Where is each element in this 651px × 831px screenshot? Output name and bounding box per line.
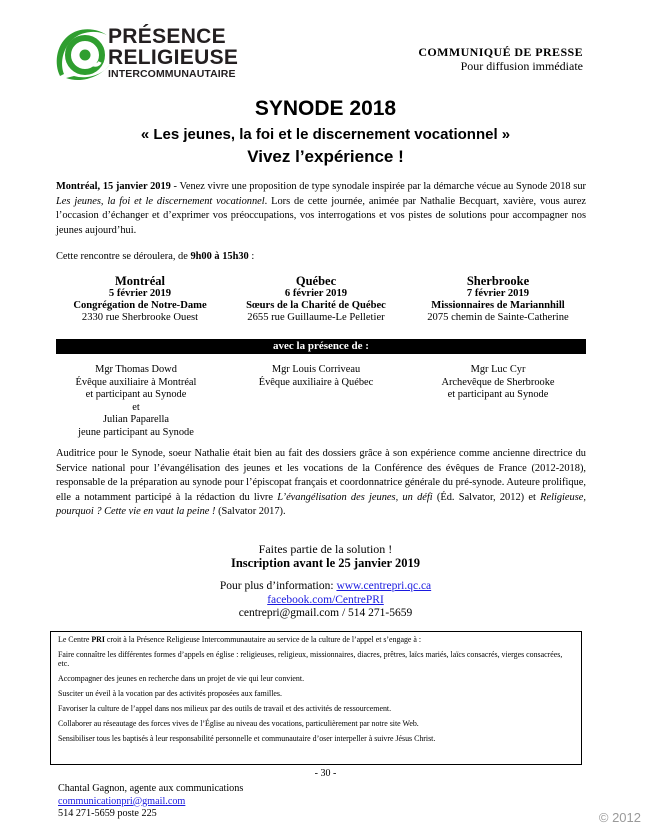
contact-name: Chantal Gagnon, agente aux communications <box>58 783 244 794</box>
city-name: Sherbrooke <box>466 274 530 288</box>
press-title: COMMUNIQUÉ DE PRESSE <box>418 45 583 59</box>
presence-band: avec la présence de : <box>56 339 586 354</box>
box-intro-bold: PRI <box>91 635 105 644</box>
info-label: Pour plus d’information: <box>219 580 337 592</box>
intro-text-a: - Venez vivre une proposition de type synodale inspirée par la démarche vécue au Synode 2018 sur <box>170 181 586 192</box>
email-phone: centrepri@gmail.com / 514 271-5659 <box>238 607 413 619</box>
at-sign-logo-icon <box>52 24 114 82</box>
city-name: Montréal <box>115 274 165 288</box>
cta-line-2: Inscription avant le 25 janvier 2019 <box>230 556 420 570</box>
logo-wordmark <box>108 26 238 80</box>
intro-paragraph <box>56 180 586 238</box>
box-item: Favoriser la culture de l’appel dans nos milieux par des outils de travail et des activités de ressourcement. <box>58 704 392 714</box>
logo <box>52 24 239 84</box>
city-montreal <box>60 274 220 325</box>
logo-line-1: PRÉSENCE <box>108 25 226 48</box>
city-address: 2075 chemin de Sainte-Catherine <box>427 312 569 324</box>
dateline: Montréal, 15 janvier 2019 <box>56 181 171 192</box>
city-date: 7 février 2019 <box>466 288 530 299</box>
schedule-text-b: : <box>248 251 255 262</box>
city-address: 2330 rue Sherbrooke Ouest <box>81 312 199 324</box>
guests-sherbrooke <box>418 364 578 402</box>
logo-line-3: INTERCOMMUNAUTAIRE <box>108 68 236 80</box>
press-subtitle: Pour diffusion immédiate <box>460 59 583 73</box>
guest-line: Évêque auxiliaire à Montréal <box>75 376 197 388</box>
box-intro-a: Le Centre <box>58 635 92 644</box>
city-address: 2655 rue Guillaume-Le Pelletier <box>247 312 385 324</box>
commitment-box <box>50 631 582 765</box>
page-number: - 30 - <box>314 768 337 779</box>
city-date: 6 février 2019 <box>284 288 348 299</box>
info-website-line <box>0 580 651 594</box>
logo-line-2: RELIGIEUSE <box>108 46 239 69</box>
box-intro <box>58 635 574 644</box>
guest-line: Évêque auxiliaire à Québec <box>258 376 374 388</box>
city-quebec <box>236 274 396 325</box>
guest-line: et participant au Synode <box>447 389 549 400</box>
page-subtitle: « Les jeunes, la foi et le discernement vocationnel » <box>140 126 511 143</box>
info-block <box>0 580 651 621</box>
city-name: Québec <box>295 274 337 288</box>
press-header <box>418 45 583 73</box>
contact-block <box>58 783 243 821</box>
copyright-watermark: © 2012 <box>598 810 641 825</box>
bio-text-a: Auditrice pour le Synode, soeur Nathalie était bien au fait des dossiers grâce à son expérience comme ancienne directrice du Service national pour l’évangélisation des jeunes et les vocations de la Conférence des évêques de France (2012-2018), responsable de la préparation au synode pour l’épiscopat français et coordonnatrice générale du pré-synode. Auteure prolifique, elle a notamment participé à la rédaction du livre <box>56 448 587 503</box>
intro-text-b: . Lors de cette journée, animée par Nathalie Becquart, xavière, vous aurez l’occasion d’échanger et d’exprimer vos préoccupations, vos interrogations et vos pistes de solutions pour accompagner nos jeunes aujourd’hui. <box>56 195 586 236</box>
facebook-link[interactable]: facebook.com/CentrePRI <box>267 593 384 606</box>
city-host: Sœurs de la Charité de Québec <box>246 300 386 312</box>
synod-theme: Les jeunes, la foi et le discernement vocationnel <box>56 195 265 207</box>
city-host: Missionnaires de Mariannhill <box>431 300 565 312</box>
guest-line: et <box>132 401 140 413</box>
bio-paragraph <box>56 447 586 520</box>
bio-text-b: (Éd. Salvator, 2012) et <box>432 491 541 503</box>
page-title: SYNODE 2018 <box>254 97 397 120</box>
bio-text-c: (Salvator 2017). <box>215 506 286 517</box>
book-title-2: Religieuse, pourquoi ? Cette vie en vaut la peine ! <box>56 491 586 517</box>
box-item: Accompagner des jeunes en recherche dans un projet de vie qui leur convient. <box>58 674 305 684</box>
cta-line-1: Faites partie de la solution ! <box>258 542 393 556</box>
guest-line: Mgr Luc Cyr <box>470 364 526 375</box>
contact-phone: 514 271-5659 poste 225 <box>58 808 157 819</box>
website-link[interactable]: www.centrepri.qc.ca <box>336 580 432 592</box>
city-date: 5 février 2019 <box>108 288 172 299</box>
box-item: Sensibiliser tous les baptisés à leur responsabilité personnelle et communautaire d’oser interpeller à suivre Jésus Christ. <box>58 733 436 743</box>
schedule-text-a: Cette rencontre se déroulera, de <box>56 251 191 262</box>
contact-email-link[interactable]: communicationpri@gmail.com <box>58 795 186 807</box>
box-item: Collaborer au réseautage des forces vives de l’Église au niveau des vocations, particulièrement par notre site Web. <box>58 718 419 728</box>
city-host: Congrégation de Notre-Dame <box>73 300 207 312</box>
schedule-line <box>56 250 586 265</box>
guest-line: et participant au Synode <box>85 389 187 400</box>
schedule-hours: 9h00 à 15h30 <box>190 251 249 262</box>
guests-quebec <box>236 364 396 389</box>
tagline: Vivez l’expérience ! <box>247 147 404 166</box>
city-sherbrooke <box>418 274 578 325</box>
guest-line: Julian Paparella <box>102 414 170 425</box>
guest-line: Archevêque de Sherbrooke <box>441 376 555 388</box>
guest-line: jeune participant au Synode <box>78 426 194 438</box>
box-item: Susciter un éveil à la vocation par des activités proposées aux familles. <box>58 689 282 699</box>
box-intro-b: croit à la Présence Religieuse Intercommunautaire au service de la culture de l’appel et s’engage à : <box>104 635 422 644</box>
guest-line: Mgr Louis Corriveau <box>271 364 361 375</box>
guest-line: Mgr Thomas Dowd <box>95 364 177 375</box>
book-title-1: L’évangélisation des jeunes, un défi <box>277 491 433 503</box>
box-item: Faire connaître les différentes formes d’appels en église : religieuses, religieux, missionnaires, diacres, prêtres, laïcs mariés, laïcs consacrés, vierges consacrées, etc. <box>58 649 563 669</box>
guests-montreal <box>56 364 216 439</box>
